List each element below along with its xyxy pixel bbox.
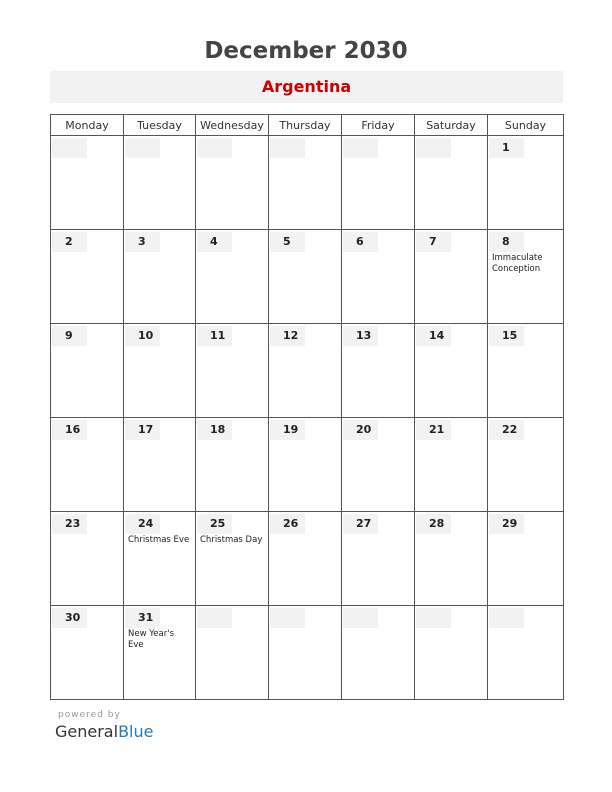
week-row <box>51 136 564 230</box>
day-number-box <box>343 514 378 534</box>
week-row <box>51 418 564 512</box>
day-cell <box>196 136 269 230</box>
week-row <box>51 606 564 700</box>
day-number: 20 <box>356 423 372 436</box>
day-cell <box>488 418 564 512</box>
day-number-box <box>197 420 232 440</box>
day-number-box <box>489 608 524 628</box>
day-cell <box>51 512 124 606</box>
day-cell <box>488 324 564 418</box>
day-number: 12 <box>283 329 299 342</box>
day-number-box <box>125 420 160 440</box>
day-cell <box>51 230 124 324</box>
day-cell <box>51 136 124 230</box>
day-cell <box>269 418 342 512</box>
day-number: 1 <box>502 141 510 154</box>
day-cell <box>269 512 342 606</box>
day-cell <box>269 136 342 230</box>
weekday-header-row <box>51 115 564 136</box>
day-cell <box>415 136 488 230</box>
day-cell <box>51 324 124 418</box>
day-number: 19 <box>283 423 299 436</box>
day-cell <box>342 324 415 418</box>
day-number-box <box>489 420 524 440</box>
day-cell <box>124 606 196 700</box>
day-number-box <box>125 232 160 252</box>
day-cell <box>488 136 564 230</box>
day-cell <box>196 324 269 418</box>
day-number-box <box>270 232 305 252</box>
day-number-box <box>52 232 87 252</box>
day-number: 27 <box>356 517 372 530</box>
weekday-monday: Monday <box>51 115 124 136</box>
day-cell <box>415 512 488 606</box>
day-cell <box>342 512 415 606</box>
day-number: 30 <box>65 611 81 624</box>
weekday-saturday: Saturday <box>415 115 488 136</box>
holiday-label: Christmas Day <box>200 535 263 545</box>
day-number-box <box>52 514 87 534</box>
day-number-box <box>270 514 305 534</box>
day-number: 22 <box>502 423 518 436</box>
day-number: 26 <box>283 517 299 530</box>
country-name: Argentina <box>261 77 352 96</box>
day-cell <box>415 230 488 324</box>
day-number-box <box>125 138 160 158</box>
day-number: 10 <box>138 329 154 342</box>
day-cell <box>196 512 269 606</box>
weekday-sunday: Sunday <box>488 115 564 136</box>
day-cell <box>488 606 564 700</box>
day-number-box <box>52 420 87 440</box>
day-cell <box>269 324 342 418</box>
week-row <box>51 324 564 418</box>
day-cell <box>415 324 488 418</box>
day-number: 15 <box>502 329 518 342</box>
day-number: 3 <box>138 235 146 248</box>
day-number-box <box>489 138 524 158</box>
powered-by-label: powered by <box>58 710 121 720</box>
day-number-box <box>416 514 451 534</box>
day-number-box <box>343 326 378 346</box>
day-cell <box>342 136 415 230</box>
day-number: 5 <box>283 235 291 248</box>
day-number-box <box>270 608 305 628</box>
day-number: 23 <box>65 517 81 530</box>
day-number: 6 <box>356 235 364 248</box>
weekday-thursday: Thursday <box>269 115 342 136</box>
day-cell <box>488 512 564 606</box>
day-number-box <box>489 326 524 346</box>
day-cell <box>196 418 269 512</box>
day-number-box <box>343 608 378 628</box>
day-number: 9 <box>65 329 73 342</box>
day-number-box <box>416 232 451 252</box>
weekday-friday: Friday <box>342 115 415 136</box>
day-number-box <box>52 326 87 346</box>
day-number-box <box>52 138 87 158</box>
holiday-label: New Year's Eve <box>128 629 175 650</box>
day-number: 11 <box>210 329 226 342</box>
day-number: 16 <box>65 423 81 436</box>
day-cell <box>124 512 196 606</box>
day-cell <box>196 230 269 324</box>
week-row <box>51 230 564 324</box>
day-number: 8 <box>502 235 510 248</box>
day-number: 29 <box>502 517 518 530</box>
day-number-box <box>197 514 232 534</box>
day-number-box <box>416 608 451 628</box>
country-bar <box>50 71 563 103</box>
day-number-box <box>197 608 232 628</box>
day-number: 31 <box>138 611 154 624</box>
day-number-box <box>416 326 451 346</box>
day-number: 18 <box>210 423 226 436</box>
day-cell <box>415 606 488 700</box>
weekday-tuesday: Tuesday <box>124 115 196 136</box>
day-cell <box>488 230 564 324</box>
week-row <box>51 512 564 606</box>
day-cell <box>342 606 415 700</box>
day-number: 13 <box>356 329 372 342</box>
day-number: 25 <box>210 517 226 530</box>
day-number: 4 <box>210 235 218 248</box>
day-number-box <box>270 420 305 440</box>
day-number-box <box>125 608 160 628</box>
day-number-box <box>125 326 160 346</box>
day-number-box <box>197 232 232 252</box>
day-cell <box>51 606 124 700</box>
brand-blue: Blue <box>118 722 154 741</box>
day-cell <box>342 418 415 512</box>
day-number: 14 <box>429 329 445 342</box>
day-cell <box>342 230 415 324</box>
day-number-box <box>125 514 160 534</box>
day-number: 2 <box>65 235 73 248</box>
day-number: 28 <box>429 517 445 530</box>
day-number: 24 <box>138 517 154 530</box>
day-number-box <box>197 326 232 346</box>
calendar-grid <box>50 114 564 700</box>
day-cell <box>51 418 124 512</box>
day-number-box <box>416 420 451 440</box>
day-cell <box>269 606 342 700</box>
holiday-label: Immaculate Conception <box>492 253 543 274</box>
day-number: 21 <box>429 423 445 436</box>
holiday-label: Christmas Eve <box>128 535 190 545</box>
day-number-box <box>489 232 524 252</box>
day-number: 17 <box>138 423 154 436</box>
calendar-title: December 2030 <box>204 38 408 64</box>
day-cell <box>269 230 342 324</box>
day-cell <box>415 418 488 512</box>
day-number-box <box>343 420 378 440</box>
day-cell <box>124 324 196 418</box>
day-cell <box>124 230 196 324</box>
day-number-box <box>270 326 305 346</box>
brand-logo <box>55 722 153 741</box>
day-number-box <box>343 232 378 252</box>
day-number-box <box>489 514 524 534</box>
day-number-box <box>52 608 87 628</box>
day-cell <box>196 606 269 700</box>
day-number-box <box>416 138 451 158</box>
day-cell <box>124 136 196 230</box>
weekday-wednesday: Wednesday <box>196 115 269 136</box>
day-number-box <box>197 138 232 158</box>
day-cell <box>124 418 196 512</box>
brand-general: General <box>55 722 119 741</box>
day-number-box <box>343 138 378 158</box>
day-number: 7 <box>429 235 437 248</box>
day-number-box <box>270 138 305 158</box>
